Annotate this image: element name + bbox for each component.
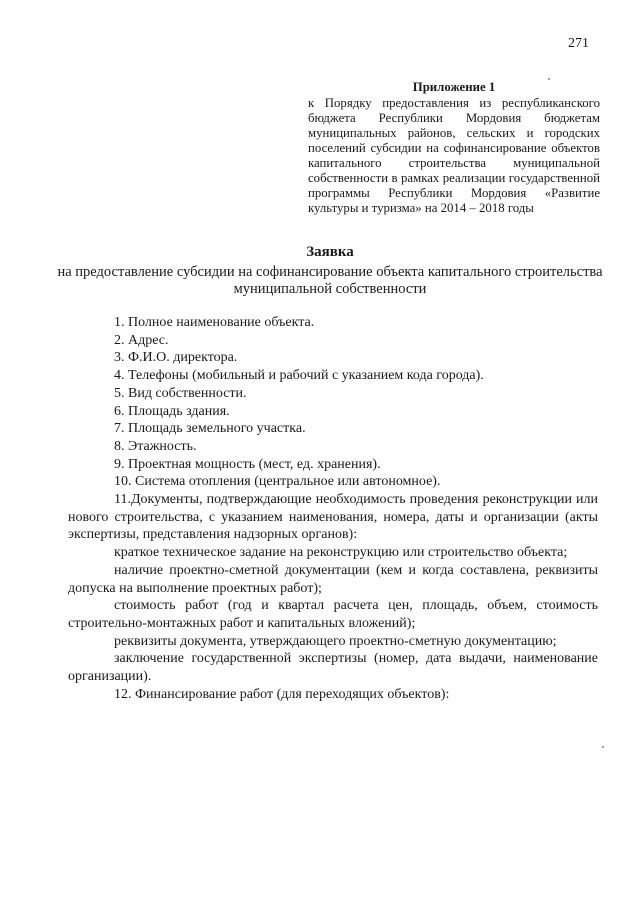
list-item: 11.Документы, подтверждающие необходимость проведения реконструкции или нового строительства, с указанием наименования, номера, даты и организации (акты экспертизы, представления надзорных органов): <box>68 492 598 543</box>
list-subitem: наличие проектно-сметной документации (кем и когда составлена, реквизиты допуска на выполнение проектных работ); <box>68 562 598 596</box>
document-heading <box>40 244 620 298</box>
list-item: 2. Адрес. <box>114 332 169 348</box>
list-item: 7. Площадь земельного участка. <box>114 421 306 437</box>
appendix-title: Приложение 1 <box>412 80 496 94</box>
application-items <box>68 314 598 703</box>
document-subtitle: на предоставление субсидии на софинансирование объекта капитального строительства муниципальной собственности <box>57 264 603 297</box>
list-item: 12. Финансирование работ (для переходящих объектов): <box>114 686 450 702</box>
list-item: 1. Полное наименование объекта. <box>114 315 315 330</box>
list-subitem: заключение государственной экспертизы (номер, дата выдачи, наименование организации). <box>68 651 598 685</box>
list-subitem: стоимость работ (год и квартал расчета цен, площадь, объем, стоимость строительно-монтажных работ и капитальных вложений); <box>68 598 598 631</box>
list-item: 4. Телефоны (мобильный и рабочий с указанием кода города). <box>114 368 484 384</box>
list-item: 10. Система отопления (центральное или автономное). <box>114 474 441 490</box>
scan-speck <box>602 746 604 748</box>
list-item: 8. Этажность. <box>114 438 197 454</box>
list-item: 3. Ф.И.О. директора. <box>114 350 238 366</box>
page-number: 271 <box>568 36 589 51</box>
scan-speck <box>548 78 550 80</box>
appendix-block <box>308 80 600 216</box>
list-item: 9. Проектная мощность (мест, ед. хранения). <box>114 456 381 472</box>
list-subitem: краткое техническое задание на реконструкцию или строительство объекта; <box>114 545 568 561</box>
document-title: Заявка <box>306 244 354 260</box>
appendix-text: к Порядку предоставления из республиканского бюджета Республики Мордовия бюджетам муниципальных районов, сельских и городских поселений субсидии на софинансирование объектов капитального строительства муниципальной собственности в рамках реализации государственной программы Республики Мордовия «Развитие культуры и туризма» на 2014 – 2018 годы <box>308 96 600 215</box>
list-item: 6. Площадь здания. <box>114 403 230 419</box>
list-subitem: реквизиты документа, утверждающего проектно-сметную документацию; <box>114 633 557 649</box>
list-item: 5. Вид собственности. <box>114 385 247 401</box>
